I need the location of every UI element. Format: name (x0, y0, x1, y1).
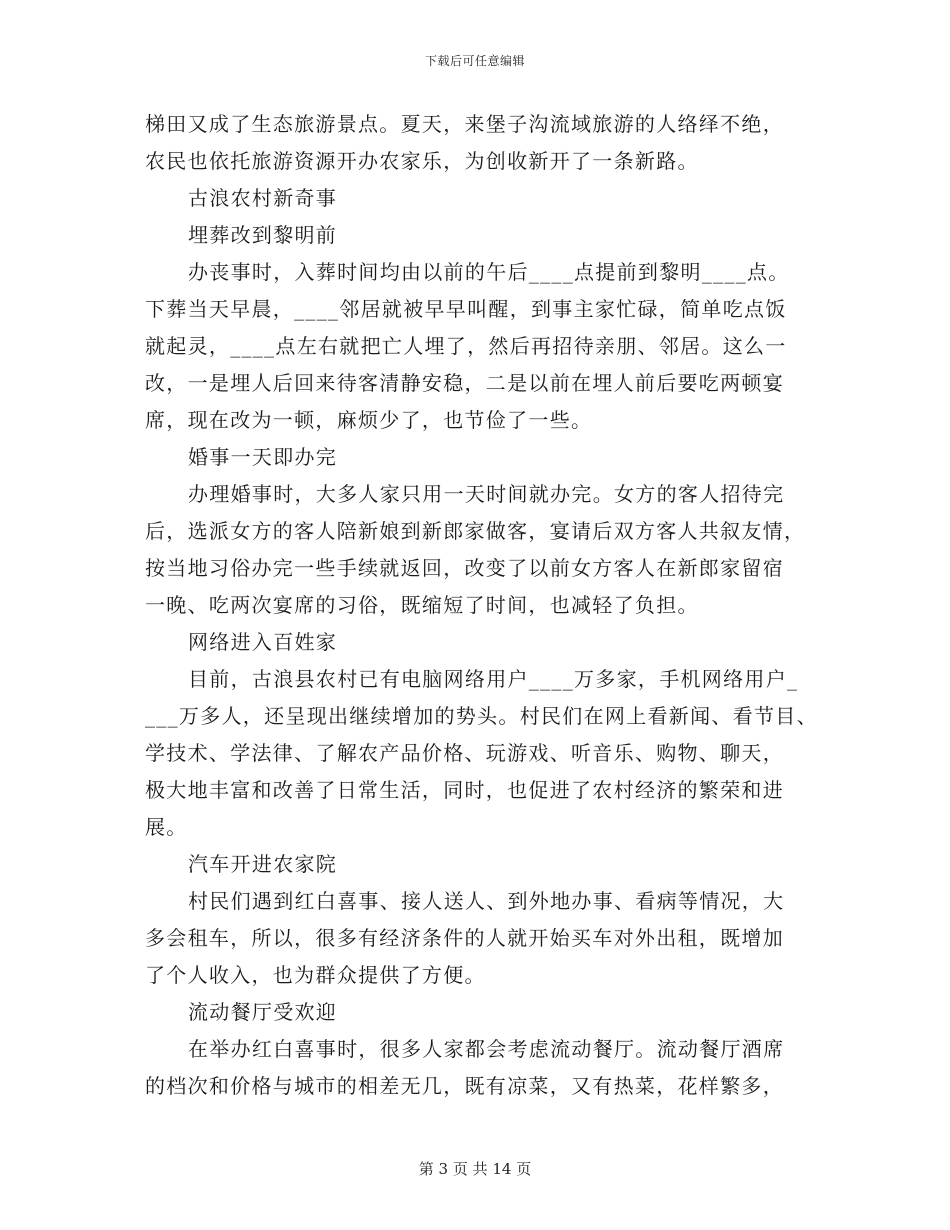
paragraph-line-indented: 村民们遇到红白喜事、接人送人、到外地办事、看病等情况，大 (188, 889, 785, 913)
paragraph-line-indented: 目前，古浪县农村已有电脑网络用户____万多家，手机网络用户_ (188, 667, 799, 691)
paragraph-line: 多会租车，所以，很多有经济条件的人就开始买车对外出租，既增加 (145, 926, 784, 950)
paragraph-line-indented: 古浪农村新奇事 (188, 186, 338, 210)
paragraph-line: 梯田又成了生态旅游景点。夏天，来堡子沟流域旅游的人络绎不绝， (145, 112, 784, 136)
paragraph-line: 一晚、吃两次宴席的习俗，既缩短了时间，也减轻了负担。 (145, 593, 699, 617)
page-footer: 第 3 页 共 14 页 (418, 1160, 532, 1178)
paragraph-line-indented: 汽车开进农家院 (188, 852, 338, 876)
paragraph-line: 后，选派女方的客人陪新娘到新郎家做客，宴请后双方客人共叙友情， (145, 519, 806, 543)
paragraph-line-indented: 婚事一天即办完 (188, 445, 338, 469)
paragraph-line-indented: 办丧事时，入葬时间均由以前的午后____点提前到黎明____点。 (188, 260, 790, 284)
paragraph-line-indented: 在举办红白喜事时，很多人家都会考虑流动餐厅。流动餐厅酒席 (188, 1037, 785, 1061)
page-header: 下载后可任意编辑 (424, 54, 525, 68)
paragraph-line-indented: 办理婚事时，大多人家只用一天时间就办完。女方的客人招待完 (188, 482, 785, 506)
paragraph-line: 下葬当天早晨，____邻居就被早早叫醒，到事主家忙碌，简单吃点饭 (145, 297, 787, 321)
paragraph-line: 农民也依托旅游资源开办农家乐，为创收新开了一条新路。 (145, 149, 699, 173)
paragraph-line: 改，一是埋人后回来待客清静安稳，二是以前在埋人前后要吃两顿宴 (145, 371, 784, 395)
paragraph-line: 学技术、学法律、了解农产品价格、玩游戏、听音乐、购物、聊天， (145, 741, 784, 765)
paragraph-line: 席，现在改为一顿，麻烦少了，也节俭了一些。 (145, 408, 593, 432)
paragraph-line-indented: 流动餐厅受欢迎 (188, 1000, 338, 1024)
paragraph-line: 就起灵，____点左右就把亡人埋了，然后再招待亲朋、邻居。这么一 (145, 334, 787, 358)
paragraph-line: 的档次和价格与城市的相差无几，既有凉菜，又有热菜，花样繁多， (145, 1074, 784, 1098)
paragraph-line: 了个人收入，也为群众提供了方便。 (145, 963, 486, 987)
paragraph-line-indented: 埋葬改到黎明前 (188, 223, 338, 247)
paragraph-line: 极大地丰富和改善了日常生活，同时，也促进了农村经济的繁荣和进 (145, 778, 784, 802)
paragraph-line-indented: 网络进入百姓家 (188, 630, 338, 654)
paragraph-line: 展。 (145, 815, 188, 839)
document-body (145, 106, 818, 1105)
paragraph-line: 按当地习俗办完一些手续就返回，改变了以前女方客人在新郎家留宿 (145, 556, 784, 580)
paragraph-line: ___万多人，还呈现出继续增加的势头。村民们在网上看新闻、看节目、 (145, 704, 818, 728)
